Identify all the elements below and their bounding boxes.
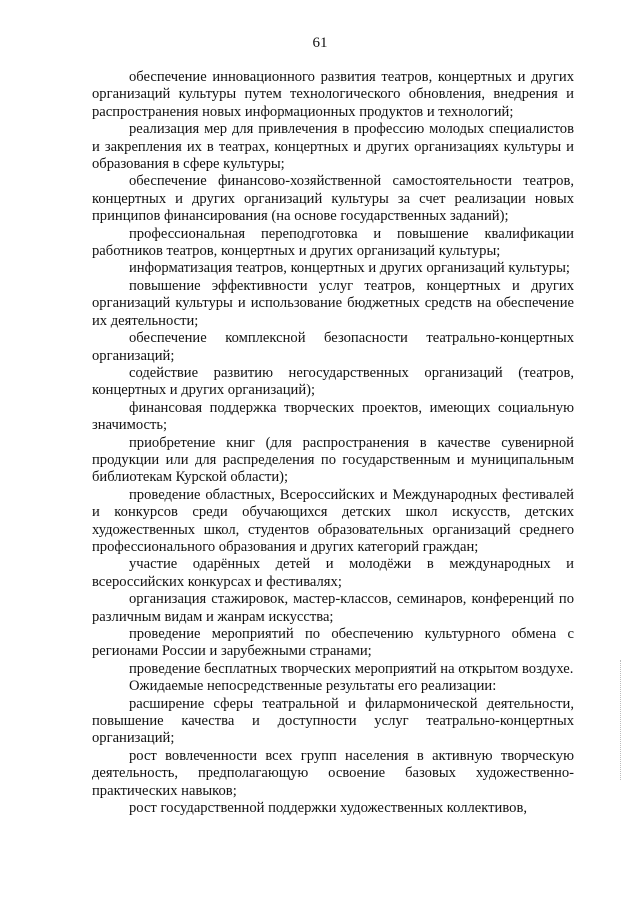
paragraph: организация стажировок, мастер-классов, семинаров, конференций по различным видам и жанрам искусства; [92,591,574,625]
paragraph: информатизация театров, концертных и других организаций культуры; [129,260,570,277]
paragraph: участие одарённых детей и молодёжи в международных и всероссийских конкурсах и фестивалях; [92,556,574,590]
paragraph: расширение сферы театральной и филармонической деятельности, повышение качества и доступности услуг театрально-концертных организаций; [92,695,574,747]
paragraph: приобретение книг (для распространения в качестве сувенирной продукции или для распределения по государственным и муниципальным библиотекам Курской области); [92,434,574,486]
paragraph: проведение мероприятий по обеспечению культурного обмена с регионами России и зарубежными странами; [92,626,574,660]
paragraph: обеспечение комплексной безопасности театрально-концертных организаций; [92,330,574,364]
paragraph: рост государственной поддержки художественных коллективов, [129,800,527,817]
paragraph: проведение областных, Всероссийских и Международных фестивалей и конкурсов среди обучающихся детских школ искусств, детских художественных школ, студентов образовательных организаций среднего профессионального образования и других категорий граждан; [92,486,574,555]
paragraph: содействие развитию негосударственных организаций (театров, концертных и других организаций); [92,364,574,399]
document-body [92,69,574,817]
paragraph: реализация мер для привлечения в профессию молодых специалистов и закрепления их в театрах, концертных и других организациях культуры и образования в сфере культуры; [92,121,574,173]
paragraph: обеспечение инновационного развития театров, концертных и других организаций культуры путем технологического обновления, внедрения и распространения новых информационных продуктов и технологий; [92,69,574,120]
paragraph: финансовая поддержка творческих проектов, имеющих социальную значимость; [92,399,574,434]
paragraph: повышение эффективности услуг театров, концертных и других организаций культуры и использование бюджетных средств на обеспечение их деятельности; [92,277,574,329]
scan-edge-mark [620,660,623,780]
page-number: 61 [312,35,328,51]
paragraph: обеспечение финансово-хозяйственной самостоятельности театров, концертных и других организаций культуры за счет реализации новых принципов финансирования (на основе государственных заданий); [92,173,574,225]
paragraph: Ожидаемые непосредственные результаты его реализации: [129,678,497,695]
paragraph: рост вовлеченности всех групп населения в активную творческую деятельность, предполагающую освоение базовых художественно-практических навыков; [92,747,574,799]
paragraph: проведение бесплатных творческих мероприятий на открытом воздухе. [129,660,574,677]
paragraph: профессиональная переподготовка и повышение квалификации работников театров, концертных и других организаций культуры; [92,225,574,260]
